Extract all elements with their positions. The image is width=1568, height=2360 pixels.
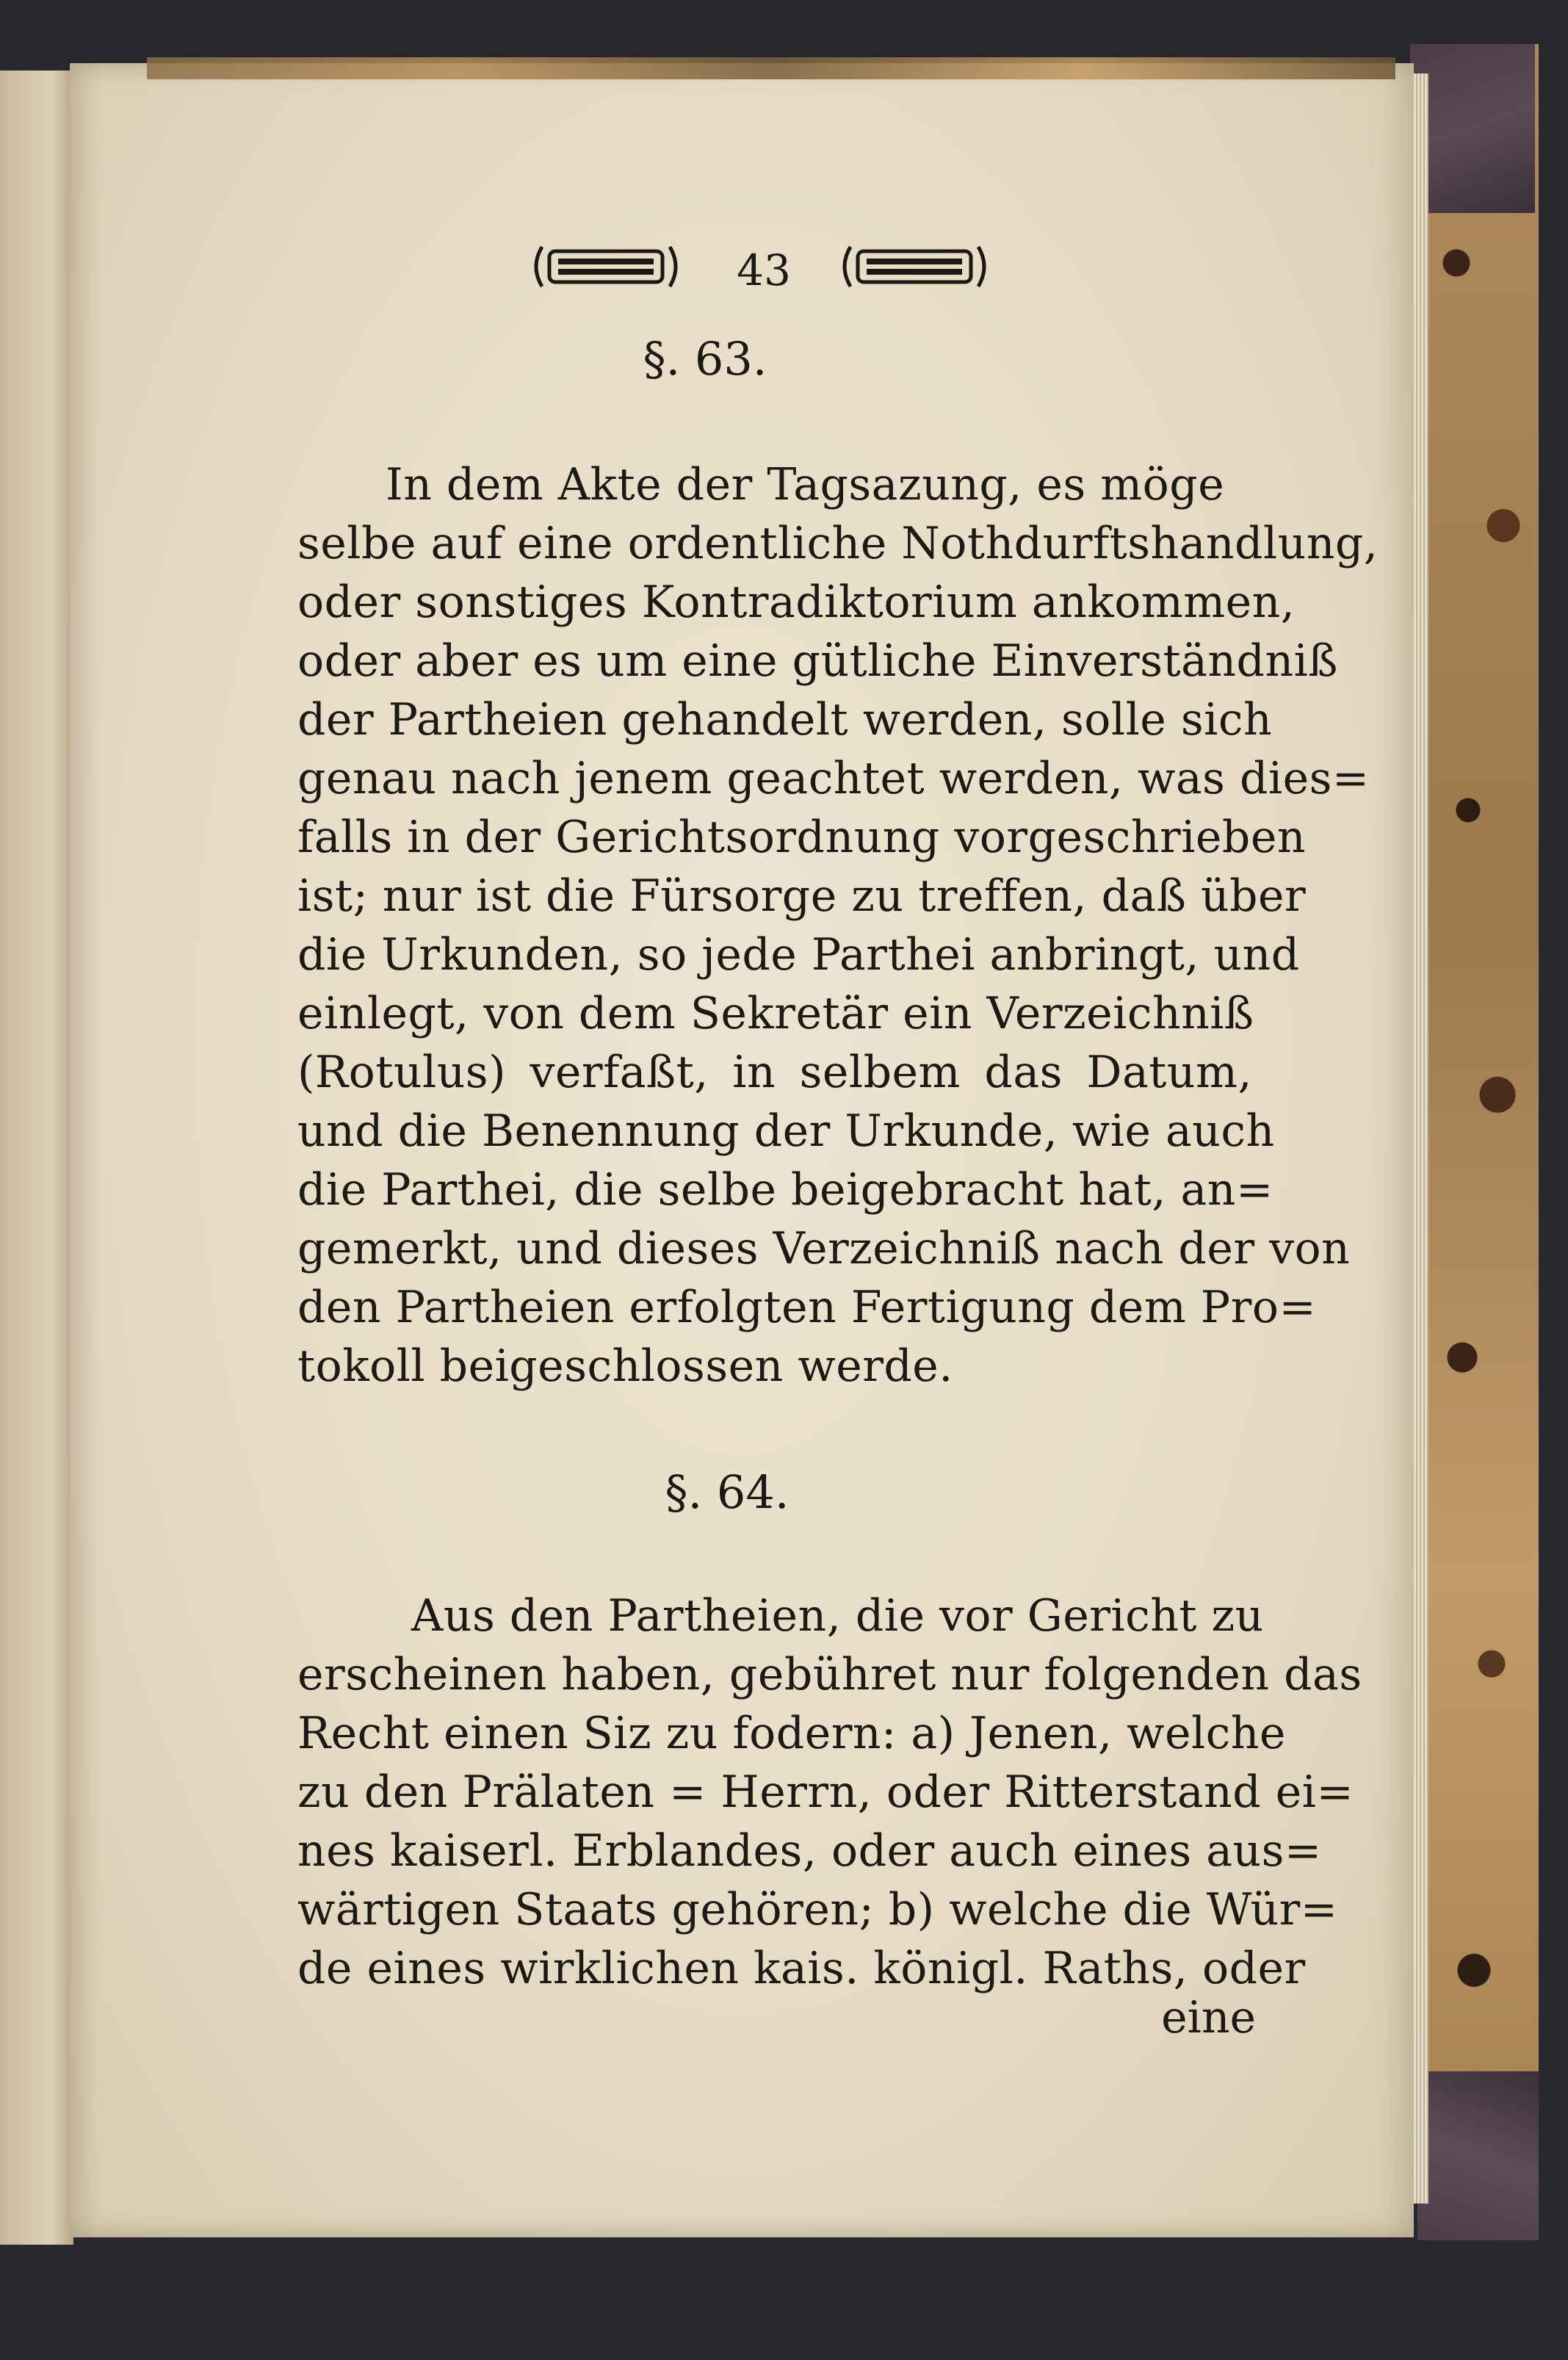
page-number: 43 (737, 245, 791, 295)
text-line: zu den Prälaten = Herrn, oder Ritterstand ei= (297, 1767, 1354, 1818)
text-line: den Partheien erfolgten Fertigung dem Pro= (297, 1282, 1317, 1333)
cover-corner-top (1410, 44, 1535, 213)
section-heading-63: §. 63. (643, 332, 767, 386)
page-header (529, 235, 999, 301)
text-line: der Partheien gehandelt werden, solle sich (297, 694, 1273, 746)
text-line: Recht einen Siz zu fodern: a) Jenen, welche (297, 1708, 1286, 1759)
text-line: wärtigen Staats gehören; b) welche die Wür= (297, 1884, 1338, 1935)
text-line: de eines wirklichen kais. königl. Raths, oder (297, 1943, 1306, 1994)
marbled-cover-board (1421, 44, 1539, 2233)
text-line: tokoll beigeschlossen werde. (297, 1340, 953, 1392)
text-line: falls in der Gerichtsordnung vorgeschrieben (297, 812, 1306, 863)
section-heading-64: §. 64. (665, 1465, 790, 1519)
text-line: die Parthei, die selbe beigebracht hat, an= (297, 1164, 1273, 1216)
text-line: oder aber es um eine gütliche Einverständniß (297, 635, 1338, 687)
text-line: oder sonstiges Kontradiktorium ankommen, (297, 577, 1296, 628)
catchword: eine (1161, 1992, 1256, 2043)
previous-page-edge (0, 71, 73, 2245)
text-line: genau nach jenem geachtet werden, was dies= (297, 753, 1370, 804)
ornament-left-icon (529, 241, 683, 292)
text-line: und die Benennung der Urkunde, wie auch (297, 1105, 1275, 1157)
text-line: ist; nur ist die Fürsorge zu treffen, daß über (297, 870, 1307, 922)
top-edge-stain (147, 57, 1395, 79)
text-line: (Rotulus) verfaßt, in selbem das Datum, (297, 1047, 1252, 1098)
text-line: In dem Akte der Tagsazung, es möge (386, 459, 1225, 510)
text-line: einlegt, von dem Sekretär ein Verzeichniß (297, 988, 1254, 1039)
ornament-right-icon (837, 241, 991, 292)
text-line: die Urkunden, so jede Parthei anbringt, und (297, 929, 1300, 981)
text-line: selbe auf eine ordentliche Nothdurftshandlung, (297, 518, 1379, 569)
text-line: erscheinen haben, gebühret nur folgenden das (297, 1649, 1362, 1700)
text-line: Aus den Partheien, die vor Gericht zu (411, 1590, 1264, 1642)
cover-corner-bottom (1417, 2071, 1539, 2240)
text-line: nes kaiserl. Erblandes, oder auch eines aus= (297, 1825, 1322, 1877)
text-line: gemerkt, und dieses Verzeichniß nach der von (297, 1223, 1351, 1274)
